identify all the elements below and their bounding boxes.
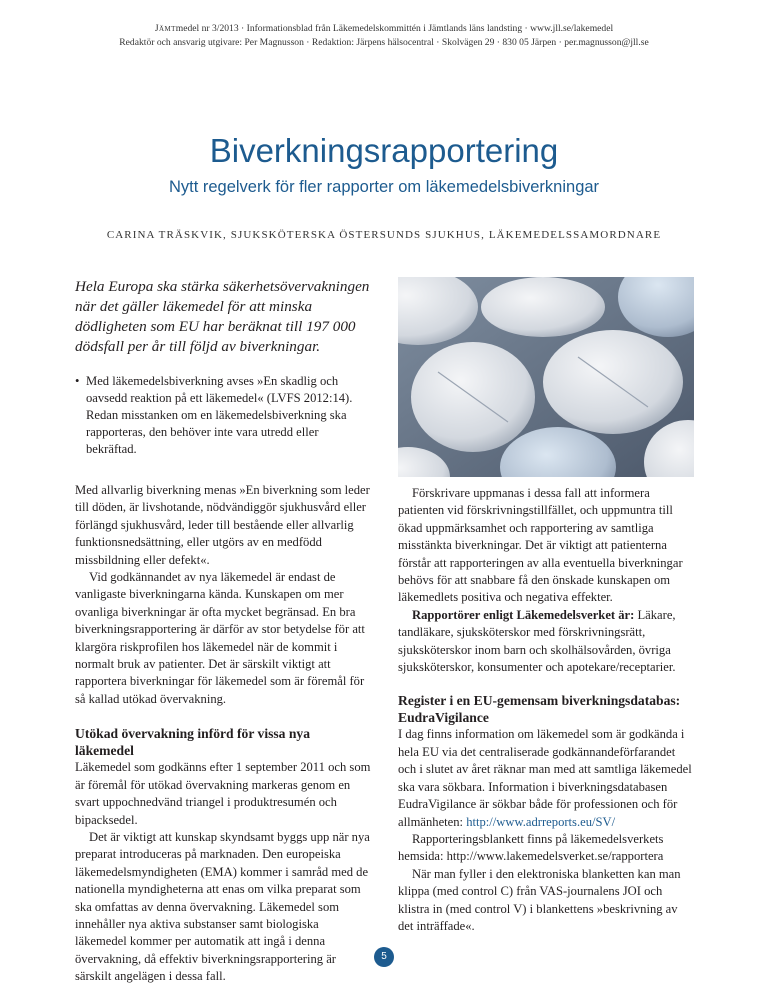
- reporters-text: Läkare, tandläkare, sjuksköterskor med förskrivningsrätt, sjuksköterskor inom barn och skolhälsovården, övriga sjuksköterskor, konsumenter och apotekare/receptarier.: [398, 607, 676, 675]
- bullet-text: Med läkemedelsbiverkning avses »En skadlig och oavsedd reaktion på ett läkemedel« (LVFS 2012:14). Redan misstanken om en läkemedelsbiverkning ska rapporteras, den behöver inte vara utredd eller bekräftad.: [86, 374, 353, 456]
- left-column: [75, 277, 371, 986]
- body-paragraph: Förskrivare uppmanas i dessa fall att informera patienten vid förskrivningstillfället, och uppmuntra till ökad uppmärksamhet och rapportering av samtliga misstänkta biverkningar. Det är viktigt att patienterna förstår att rapporteringen av alla eventuella biverkningar behövs för att snabbare få den önskade kunskapen om läkemedlets positiva och negativa effekter.: [398, 486, 683, 605]
- section-heading-eudravigilance: Register i en EU-gemensam biverkningsdatabas: EudraVigilance: [398, 693, 681, 726]
- eudravigilance-text: I dag finns information om läkemedel som är godkända i hela EU via det centraliserade godkännandeförfarandet och i slutet av året räknar man med att samtliga läkemedel ska vara sökbara. Information i biverkningsdatabasen EudraVigilance är sökbar både för professionen och för allmänheten:: [398, 727, 692, 829]
- page-number-badge: 5: [374, 947, 394, 967]
- body-paragraph: Rapporteringsblankett finns på läkemedelsverkets hemsida: http://www.lakemedelsverket.se/rapportera: [398, 831, 664, 864]
- masthead-line-2: Redaktör och ansvarig utgivare: Per Magnusson · Redaktion: Järpens hälsocentral · Skolvägen 29 · 830 05 Järpen · per.magnusson@jll.se: [119, 37, 649, 48]
- section-heading-utokad-overvakning: Utökad övervakning införd för vissa nya läkemedel: [75, 726, 311, 759]
- reporters-label: Rapportörer enligt Läkemedelsverket är:: [412, 607, 635, 622]
- bullet-dot: •: [75, 374, 80, 388]
- pills-photo: [398, 277, 694, 477]
- body-paragraph: Vid godkännandet av nya läkemedel är endast de vanligaste biverkningarna kända. Kunskapen om mer ovanliga biverkningar är ofta mycket begränsad. En bra biverkningsrapportering är därför av stor betydelse för att klargöra riskprofilen hos läkemedel när de kommit i normalt bruk av patienter. Det är särskilt viktigt att rapportera biverkningar för läkemedel som är föremål för så kallad utökad övervakning.: [75, 570, 365, 706]
- masthead-line-1-text: medel nr 3/2013 · Informationsblad från Läkemedelskommittén i Jämtlands läns landsting · www.jll.se/lakemedel: [175, 23, 614, 34]
- page-title: Biverkningsrapportering: [209, 132, 559, 169]
- definition-bullet: [75, 373, 371, 458]
- body-paragraph: Läkemedel som godkänns efter 1 september 2011 och som är föremål för utökad övervakning markeras genom en svart uppochnedvänd triangel i produktresumén och bipacksedel.: [75, 760, 371, 827]
- lead-paragraph: Hela Europa ska stärka säkerhetsövervakningen när det gäller läkemedel för att minska dödligheten som EU har beräknat till 197 000 dödsfall per år till följd av biverkningar.: [75, 278, 370, 355]
- adrreports-link[interactable]: http://www.adrreports.eu/SV/: [466, 814, 616, 829]
- body-paragraph: Med allvarlig biverkning menas »En biverkning som leder till döden, är livshotande, nödvändiggör sjukhusvård eller förlängd sjukhusvård, leder till bestående eller allvarlig funktionsnedsättning, eller utgörs av en medfödd missbildning eller defekt«.: [75, 483, 370, 567]
- reporters-paragraph: [398, 607, 694, 677]
- masthead-line-1: [0, 22, 768, 36]
- page-subtitle: Nytt regelverk för fler rapporter om läkemedelsbiverkningar: [168, 178, 600, 196]
- body-paragraph: När man fyller i den elektroniska blanketten kan man klippa (med control C) från VAS-journalens JOI och klistra in (med control V) i blankettens »beskrivning av det inträffade«.: [398, 866, 681, 933]
- publication-name: Jämt: [154, 23, 176, 34]
- body-paragraph: Det är viktigt att kunskap skyndsamt byggs upp när nya preparat introduceras på marknaden. Den europeiska läkemedelsmyndigheten (EMA) kommer i samråd med de nationella myndigheterna att enas om vilka preparat som ska omfattas av denna övervakning. Läkemedel som innehåller nya aktiva substanser samt biologiska läkemedel kommer per automatik att ingå i denna övervakning, då effektiv biverkningsrapportering är särskilt angelägen i dessa fall.: [75, 829, 370, 984]
- byline: CARINA TRÄSKVIK, SJUKSKÖTERSKA ÖSTERSUNDS SJUKHUS, LÄKEMEDELSSAMORDNARE: [106, 229, 662, 241]
- body-paragraph: [398, 726, 694, 830]
- right-column: [398, 277, 694, 935]
- masthead: [0, 22, 768, 50]
